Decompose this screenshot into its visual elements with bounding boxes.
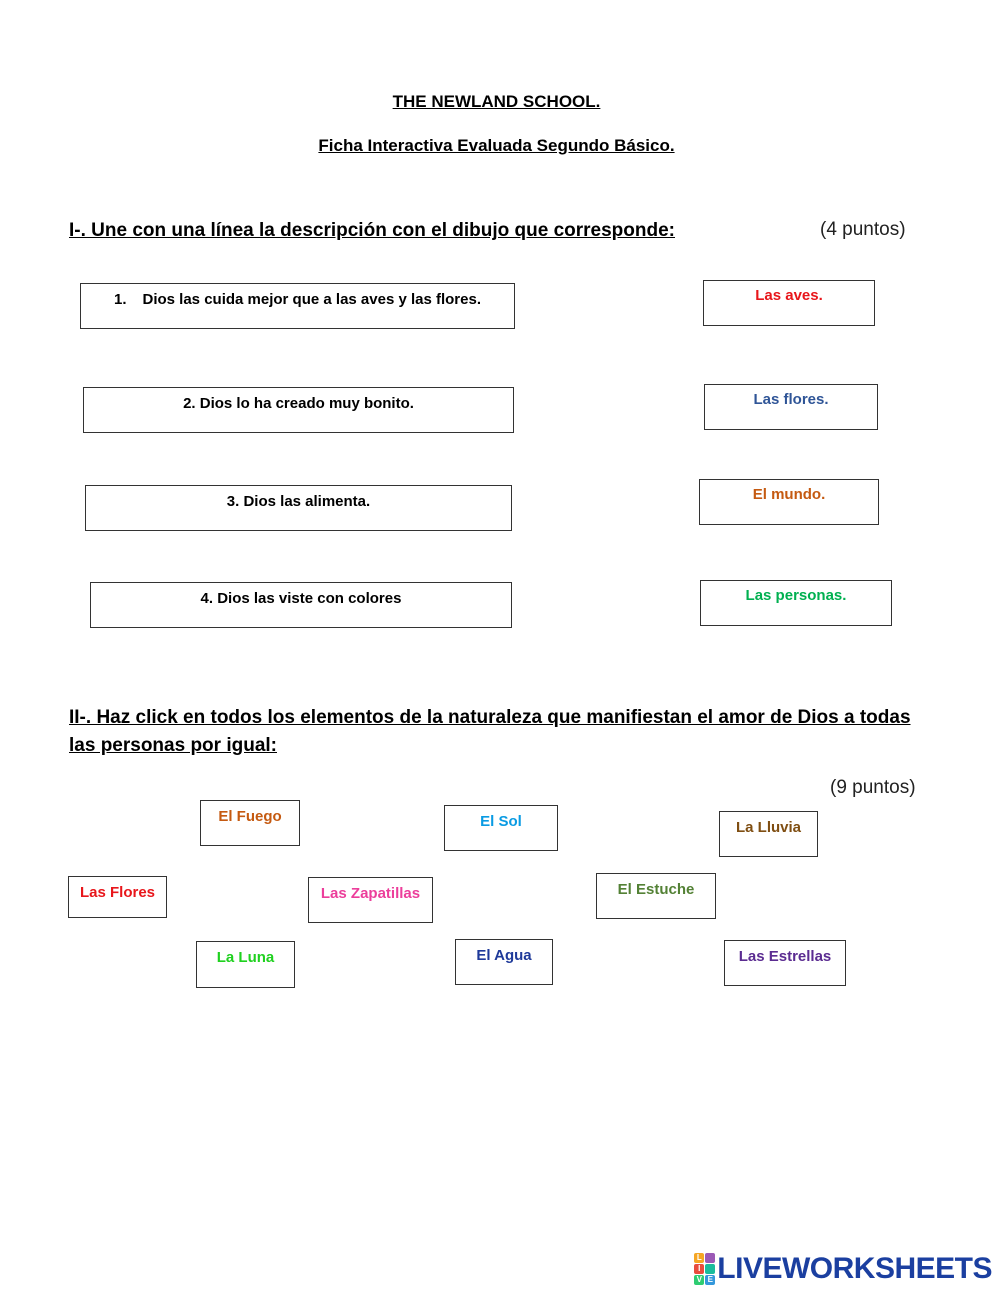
choice-las-flores[interactable]	[68, 876, 167, 918]
logo-block: L	[694, 1253, 704, 1263]
choice-label: Las Estrellas	[738, 948, 832, 965]
answer-text: Las aves.	[755, 287, 823, 304]
section2-points: (9 puntos)	[830, 777, 916, 798]
choice-el-estuche[interactable]	[596, 873, 716, 919]
choice-label: El Sol	[480, 813, 522, 830]
logo-text: LIVEWORKSHEETS	[717, 1252, 992, 1285]
description-text: 3. Dios las alimenta.	[226, 493, 371, 510]
answer-box-3[interactable]	[699, 479, 879, 525]
choice-las-estrellas[interactable]	[724, 940, 846, 986]
liveworksheets-logo	[694, 1254, 992, 1284]
choice-la-luna[interactable]	[196, 941, 295, 988]
description-box-1[interactable]	[80, 283, 515, 329]
answer-box-2[interactable]	[704, 384, 878, 430]
description-text: 2. Dios lo ha creado muy bonito.	[183, 395, 414, 412]
answer-box-4[interactable]	[700, 580, 892, 626]
section1-points: (4 puntos)	[820, 219, 906, 240]
choice-las-zapatillas[interactable]	[308, 877, 433, 923]
choice-el-fuego[interactable]	[200, 800, 300, 846]
description-box-4[interactable]	[90, 582, 512, 628]
choice-label: La Luna	[216, 949, 275, 966]
description-box-2[interactable]	[83, 387, 514, 433]
description-text: Dios las cuida mejor que a las aves y las flores.	[142, 291, 481, 308]
description-number: 1.	[113, 291, 127, 308]
logo-block: E	[705, 1275, 715, 1285]
logo-block	[705, 1264, 715, 1274]
logo-block: V	[694, 1275, 704, 1285]
section2-heading: II-. Haz click en todos los elementos de la naturaleza que manifiestan el amor de Dios a todas las personas por igual:	[69, 707, 911, 756]
choice-label: La Lluvia	[735, 819, 802, 836]
description-text: 4. Dios las viste con colores	[200, 590, 402, 607]
choice-label: Las Flores	[79, 884, 156, 901]
choice-la-lluvia[interactable]	[719, 811, 818, 857]
choice-label: El Agua	[476, 947, 532, 964]
logo-block	[705, 1253, 715, 1263]
answer-text: El mundo.	[752, 486, 826, 503]
section1-heading: I-. Une con una línea la descripción con el dibujo que corresponde:	[69, 220, 675, 241]
worksheet-subtitle: Ficha Interactiva Evaluada Segundo Básico.	[318, 136, 675, 155]
choice-el-agua[interactable]	[455, 939, 553, 985]
logo-block: I	[694, 1264, 704, 1274]
choice-label: El Estuche	[617, 881, 695, 898]
choice-label: El Fuego	[218, 808, 282, 825]
school-title: THE NEWLAND SCHOOL.	[392, 92, 601, 111]
answer-text: Las personas.	[745, 587, 847, 604]
description-box-3[interactable]	[85, 485, 512, 531]
choice-label: Las Zapatillas	[320, 885, 421, 902]
logo-blocks-icon	[694, 1253, 715, 1285]
choice-el-sol[interactable]	[444, 805, 558, 851]
answer-box-1[interactable]	[703, 280, 875, 326]
answer-text: Las flores.	[753, 391, 829, 408]
